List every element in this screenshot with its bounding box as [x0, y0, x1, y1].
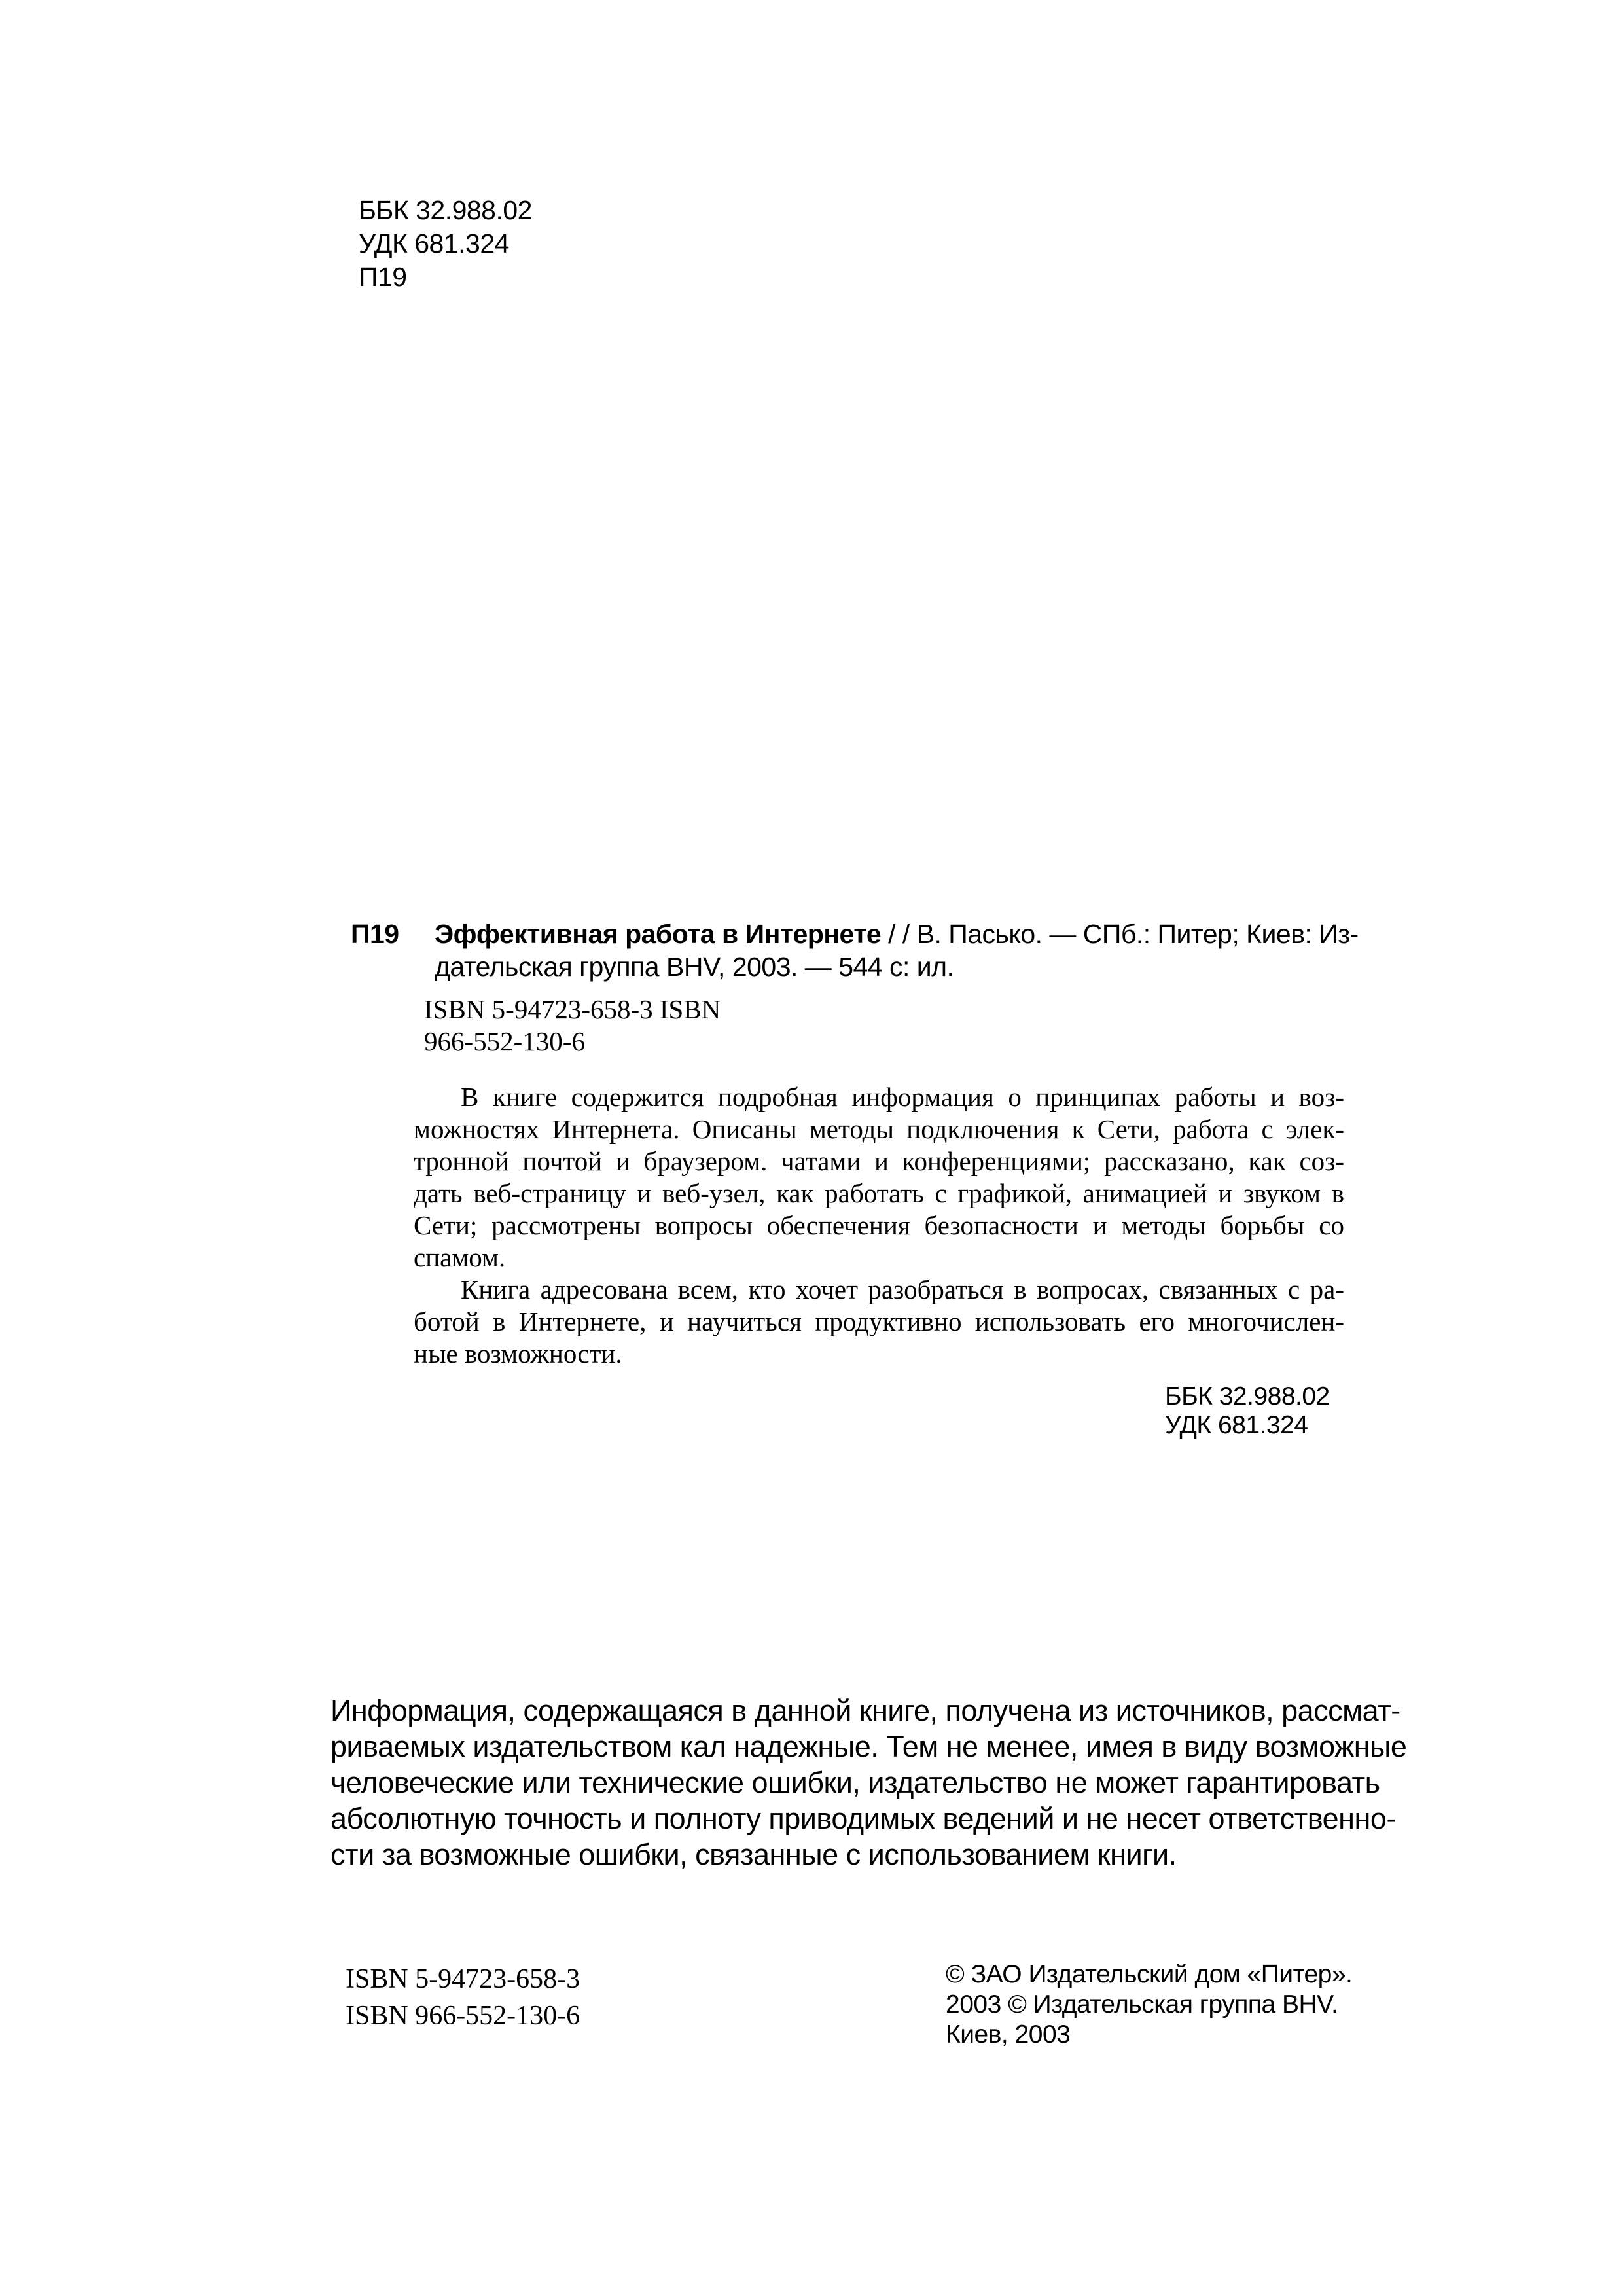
disclaimer-line: сти за возможные ошибки, связанные с использованием книги.	[330, 1838, 1177, 1871]
annotation-line: В книге содержится подробная информация о принципах работы и воз-	[461, 1082, 1344, 1112]
bbk-code-right: ББК 32.988.02	[1165, 1382, 1330, 1410]
annotation-paragraph-1	[414, 1081, 1344, 1274]
footer-isbn-1: ISBN 5-94723-658-3	[346, 1964, 580, 1994]
annotation-line: дать веб-страницу и веб-узел, как работать с графикой, анимацией и звуком в	[414, 1178, 1344, 1208]
annotation-paragraph-2	[414, 1274, 1344, 1370]
book-title-line	[435, 918, 1359, 950]
author-sign-code: П19	[359, 262, 407, 292]
isbn-inline-line-1: ISBN 5-94723-658-3 ISBN	[424, 994, 721, 1024]
udk-code-right: УДК 681.324	[1165, 1411, 1308, 1439]
book-title-continuation: / / В. Пасько. — СПб.: Питер; Киев: Из-	[881, 919, 1359, 949]
disclaimer-block	[330, 1693, 1407, 1873]
annotation-line: ботой в Интернете, и научиться продуктивно использовать его многочислен-	[414, 1306, 1344, 1336]
footer-copyright-block	[946, 1960, 1352, 2050]
copyright-line-1: © ЗАО Издательский дом «Питер».	[946, 1960, 1353, 1988]
annotation-block	[414, 1081, 1344, 1370]
bibliographic-line-1	[351, 918, 1359, 950]
disclaimer-line: риваемых издательством кал надежные. Тем не менее, имея в виду возможные	[330, 1730, 1407, 1763]
annotation-line: тронной почтой и браузером. чатами и конференциями; рассказано, как соз-	[414, 1146, 1344, 1176]
disclaimer-line: человеческие или технические ошибки, издательство не может гарантировать	[330, 1766, 1380, 1799]
isbn-inline-line-2: 966-552-130-6	[424, 1026, 585, 1056]
top-classification-codes	[359, 194, 532, 294]
disclaimer-line: абсолютную точность и полноту приводимых ведений и не несет ответственно-	[330, 1802, 1396, 1835]
disclaimer-line: Информация, содержащаяся в данной книге, получена из источников, рассмат-	[330, 1694, 1400, 1727]
copyright-line-3: Киев, 2003	[946, 2020, 1071, 2049]
bbk-code: ББК 32.988.02	[359, 195, 532, 225]
bibliographic-entry	[351, 918, 1359, 983]
isbn-inline-block	[424, 994, 721, 1058]
annotation-line: Сети; рассмотрены вопросы обеспечения безопасности и методы борьбы со	[414, 1210, 1344, 1240]
annotation-line: Книга адресована всем, кто хочет разобраться в вопросах, связанных с ра-	[461, 1274, 1344, 1304]
classification-codes-right	[1165, 1382, 1330, 1440]
annotation-line: спамом.	[414, 1242, 506, 1272]
copyright-line-2: 2003 © Издательская группа BHV.	[946, 1990, 1338, 2018]
author-sign-label: П19	[351, 919, 399, 949]
annotation-line: можностях Интернета. Описаны методы подключения к Сети, работа с элек-	[414, 1114, 1344, 1144]
footer-isbn-block	[346, 1961, 580, 2034]
bibliographic-line-2: дательская группа BHV, 2003. — 544 с: ил.	[435, 952, 954, 982]
udk-code: УДК 681.324	[359, 228, 509, 259]
book-title: Эффективная работа в Интернете	[435, 919, 882, 949]
footer-isbn-2: ISBN 966-552-130-6	[346, 2001, 580, 2031]
annotation-line: ные возможности.	[414, 1338, 622, 1369]
